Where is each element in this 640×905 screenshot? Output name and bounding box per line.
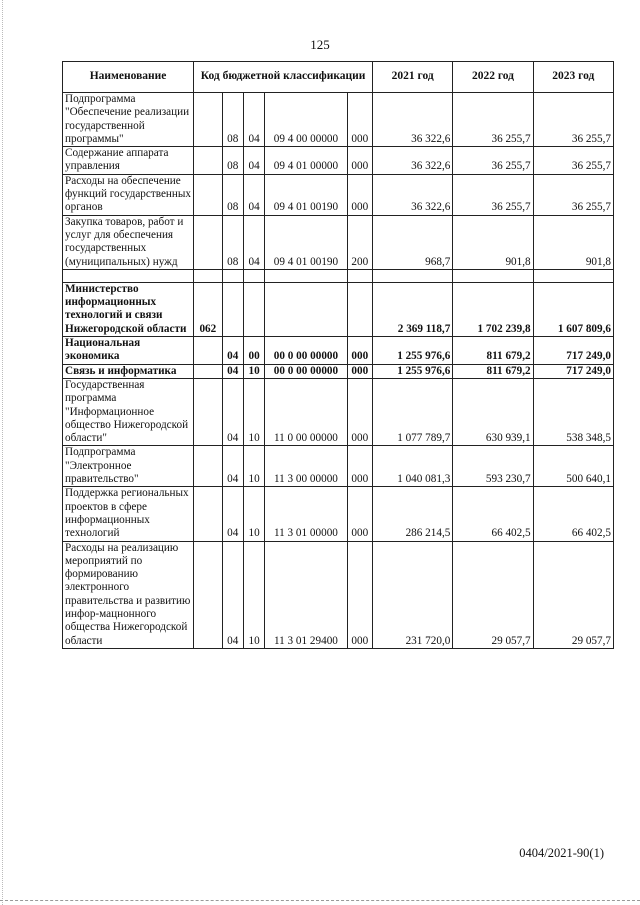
code-expense-type <box>347 269 372 282</box>
table-row <box>63 446 614 487</box>
table-body <box>63 93 614 649</box>
table-row <box>63 487 614 541</box>
code-ministry <box>194 541 222 648</box>
value-2022: 36 255,7 <box>453 147 533 175</box>
code-expense-type: 000 <box>347 93 372 147</box>
code-target-article <box>265 282 347 336</box>
code-target-article: 11 3 00 00000 <box>265 446 347 487</box>
table-row <box>63 364 614 378</box>
header-code: Код бюджетной классификации <box>194 62 373 93</box>
code-section: 08 <box>222 93 243 147</box>
value-2021: 1 077 789,7 <box>373 378 453 445</box>
table-row <box>63 337 614 365</box>
code-target-article: 11 3 01 29400 <box>265 541 347 648</box>
value-2022: 630 939,1 <box>453 378 533 445</box>
code-section <box>222 269 243 282</box>
row-name: Государственная программа "Информационное общество Нижегородской области" <box>63 378 194 445</box>
row-name: Поддержка региональных проектов в сфере информационных технологий <box>63 487 194 541</box>
value-2021: 968,7 <box>373 215 453 269</box>
code-target-article <box>265 269 347 282</box>
code-target-article: 00 0 00 00000 <box>265 364 347 378</box>
code-subsection: 04 <box>243 215 264 269</box>
header-2021: 2021 год <box>373 62 453 93</box>
value-2023: 1 607 809,6 <box>533 282 613 336</box>
header-2023: 2023 год <box>533 62 613 93</box>
row-name: Министерство информационных технологий и связи Нижегородской области <box>63 282 194 336</box>
value-2023 <box>533 269 613 282</box>
value-2021: 1 255 976,6 <box>373 337 453 365</box>
code-target-article: 11 0 00 00000 <box>265 378 347 445</box>
code-target-article: 09 4 00 00000 <box>265 93 347 147</box>
document-code: 0404/2021-90(1) <box>519 846 604 860</box>
value-2023: 36 255,7 <box>533 93 613 147</box>
code-ministry <box>194 446 222 487</box>
code-section: 04 <box>222 364 243 378</box>
value-2021: 1 255 976,6 <box>373 364 453 378</box>
value-2021: 231 720,0 <box>373 541 453 648</box>
page-number: 125 <box>310 37 330 52</box>
value-2021: 36 322,6 <box>373 147 453 175</box>
scan-artifact-line <box>0 900 640 901</box>
code-subsection: 10 <box>243 364 264 378</box>
code-section: 08 <box>222 147 243 175</box>
row-name: Расходы на обеспечение функций государственных органов <box>63 174 194 215</box>
code-section: 04 <box>222 541 243 648</box>
code-section: 08 <box>222 215 243 269</box>
value-2021 <box>373 269 453 282</box>
code-expense-type: 000 <box>347 541 372 648</box>
value-2022: 593 230,7 <box>453 446 533 487</box>
table-row <box>63 269 614 282</box>
table-row <box>63 282 614 336</box>
table-row <box>63 93 614 147</box>
code-subsection: 04 <box>243 174 264 215</box>
code-target-article: 09 4 01 00190 <box>265 215 347 269</box>
code-section <box>222 282 243 336</box>
code-ministry <box>194 269 222 282</box>
code-expense-type: 000 <box>347 378 372 445</box>
code-subsection: 10 <box>243 541 264 648</box>
row-name <box>63 269 194 282</box>
code-ministry <box>194 215 222 269</box>
row-name: Закупка товаров, работ и услуг для обеспечения государственных (муниципальных) нужд <box>63 215 194 269</box>
value-2023: 538 348,5 <box>533 378 613 445</box>
code-subsection: 10 <box>243 378 264 445</box>
code-subsection <box>243 282 264 336</box>
code-section: 08 <box>222 174 243 215</box>
code-expense-type: 000 <box>347 364 372 378</box>
value-2022: 811 679,2 <box>453 364 533 378</box>
value-2022: 29 057,7 <box>453 541 533 648</box>
table-row <box>63 147 614 175</box>
value-2023: 901,8 <box>533 215 613 269</box>
code-target-article: 00 0 00 00000 <box>265 337 347 365</box>
table-row <box>63 378 614 445</box>
row-name: Связь и информатика <box>63 364 194 378</box>
row-name: Расходы на реализацию мероприятий по формированию электронного правительства и развитию инфор-мацнонного общества Нижегородской области <box>63 541 194 648</box>
code-ministry <box>194 364 222 378</box>
value-2023: 500 640,1 <box>533 446 613 487</box>
value-2021: 2 369 118,7 <box>373 282 453 336</box>
value-2021: 36 322,6 <box>373 93 453 147</box>
table-header-row <box>63 62 614 93</box>
value-2021: 1 040 081,3 <box>373 446 453 487</box>
code-subsection <box>243 269 264 282</box>
value-2022: 36 255,7 <box>453 93 533 147</box>
code-ministry <box>194 93 222 147</box>
code-ministry: 062 <box>194 282 222 336</box>
code-subsection: 04 <box>243 147 264 175</box>
value-2022: 66 402,5 <box>453 487 533 541</box>
value-2023: 36 255,7 <box>533 147 613 175</box>
code-ministry <box>194 337 222 365</box>
table-row <box>63 174 614 215</box>
scan-edge <box>2 0 3 905</box>
code-expense-type: 000 <box>347 337 372 365</box>
code-ministry <box>194 147 222 175</box>
value-2022: 36 255,7 <box>453 174 533 215</box>
row-name: Подпрограмма "Электронное правительство" <box>63 446 194 487</box>
code-target-article: 11 3 01 00000 <box>265 487 347 541</box>
code-target-article: 09 4 01 00000 <box>265 147 347 175</box>
code-expense-type: 000 <box>347 147 372 175</box>
code-expense-type: 000 <box>347 446 372 487</box>
table-row <box>63 215 614 269</box>
value-2022: 811 679,2 <box>453 337 533 365</box>
code-expense-type <box>347 282 372 336</box>
code-ministry <box>194 487 222 541</box>
value-2022: 901,8 <box>453 215 533 269</box>
code-expense-type: 000 <box>347 174 372 215</box>
value-2022 <box>453 269 533 282</box>
code-section: 04 <box>222 378 243 445</box>
code-subsection: 10 <box>243 487 264 541</box>
code-section: 04 <box>222 337 243 365</box>
value-2023: 717 249,0 <box>533 364 613 378</box>
value-2023: 29 057,7 <box>533 541 613 648</box>
code-ministry <box>194 174 222 215</box>
value-2023: 66 402,5 <box>533 487 613 541</box>
code-section: 04 <box>222 446 243 487</box>
budget-table <box>62 61 614 649</box>
row-name: Национальная экономика <box>63 337 194 365</box>
code-subsection: 04 <box>243 93 264 147</box>
table-row <box>63 541 614 648</box>
value-2023: 36 255,7 <box>533 174 613 215</box>
code-expense-type: 000 <box>347 487 372 541</box>
code-section: 04 <box>222 487 243 541</box>
value-2022: 1 702 239,8 <box>453 282 533 336</box>
header-2022: 2022 год <box>453 62 533 93</box>
code-subsection: 00 <box>243 337 264 365</box>
code-expense-type: 200 <box>347 215 372 269</box>
header-name: Наименование <box>63 62 194 93</box>
value-2023: 717 249,0 <box>533 337 613 365</box>
row-name: Подпрограмма "Обеспечение реализации государственной программы" <box>63 93 194 147</box>
code-ministry <box>194 378 222 445</box>
value-2021: 36 322,6 <box>373 174 453 215</box>
code-target-article: 09 4 01 00190 <box>265 174 347 215</box>
row-name: Содержание аппарата управления <box>63 147 194 175</box>
code-subsection: 10 <box>243 446 264 487</box>
value-2021: 286 214,5 <box>373 487 453 541</box>
